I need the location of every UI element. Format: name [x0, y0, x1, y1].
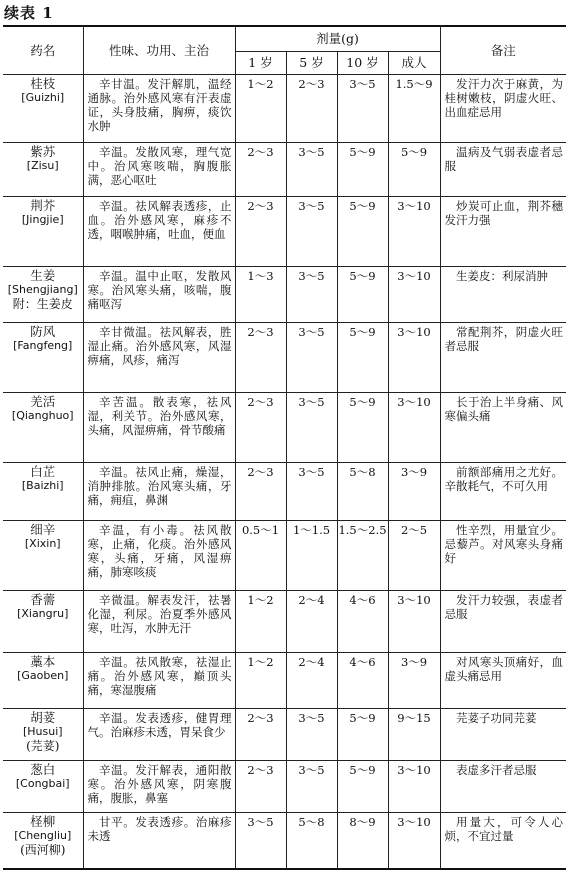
- dose-adult: 2～5: [388, 521, 440, 591]
- herb-note: 表虚多汗者忌服: [440, 761, 566, 813]
- dose-adult: 3～10: [388, 813, 440, 869]
- dose-5y: 3～5: [286, 761, 337, 813]
- herb-pinyin: [Jingjie]: [21, 213, 64, 226]
- herb-pinyin: [Xixin]: [24, 537, 61, 550]
- herb-property: 辛甘微温。祛风解表，胜湿止痛。治外感风寒，风湿痹痛，风疹，痛泻: [83, 323, 235, 393]
- dose-1y: 1～2: [235, 591, 286, 653]
- herb-alias: (芫荽): [26, 739, 60, 753]
- table-row: [3, 813, 566, 869]
- herb-chinese-name: 藁本: [30, 654, 56, 669]
- herb-note: 长于治上半身痛、风寒偏头痛: [440, 393, 566, 463]
- herb-chinese-name: 桂枝: [30, 76, 56, 91]
- herb-alias: 附：生姜皮: [12, 297, 73, 311]
- dose-1y: 1～3: [235, 267, 286, 323]
- dose-5y: 3～5: [286, 197, 337, 267]
- dose-1y: 2～3: [235, 761, 286, 813]
- dose-5y: 2～4: [286, 591, 337, 653]
- table-row: [3, 521, 566, 591]
- dose-10y: 5～9: [337, 709, 388, 761]
- dose-10y: 1.5～2.5: [337, 521, 388, 591]
- herb-note: 用量大，可令人心烦，不宜过量: [440, 813, 566, 869]
- herb-chinese-name: 葱白: [30, 762, 56, 777]
- dose-5y: 5～8: [286, 813, 337, 869]
- herb-note: 温病及气弱表虚者忌服: [440, 143, 566, 197]
- herb-chinese-name: 柽柳: [30, 814, 56, 829]
- herb-property: 辛甘温。发汗解肌，温经通脉。治外感风寒有汗表虚证，头身肢痛，胸痹，痰饮水肿: [83, 75, 235, 143]
- header-dose-adult: 成人: [388, 52, 440, 75]
- dose-10y: 5～9: [337, 267, 388, 323]
- dose-1y: 2～3: [235, 709, 286, 761]
- table-row: [3, 143, 566, 197]
- herb-note: 发汗力较强，表虚者忌服: [440, 591, 566, 653]
- herb-pinyin: [Gaoben]: [17, 669, 69, 682]
- herb-property: 辛温。祛风解表透疹，止血。治外感风寒，麻疹不透，咽喉肿痛，吐血，便血: [83, 197, 235, 267]
- table-body: [3, 75, 566, 869]
- dose-1y: 3～5: [235, 813, 286, 869]
- herb-note: 发汗力次于麻黄，为桂树嫩枝，阴虚火旺、出血症忌用: [440, 75, 566, 143]
- dose-10y: 4～6: [337, 591, 388, 653]
- herb-name-cell: [3, 709, 83, 761]
- header-dose-1y: 1 岁: [235, 52, 286, 75]
- herb-pinyin: [Husui]: [22, 725, 63, 738]
- table-row: [3, 653, 566, 709]
- herb-note: 性辛烈，用量宜少。忌藜芦。对风寒头身痛好: [440, 521, 566, 591]
- dose-5y: 1～1.5: [286, 521, 337, 591]
- herb-dosage-table: [3, 25, 566, 870]
- dose-10y: 8～9: [337, 813, 388, 869]
- table-caption: 续表 1: [4, 4, 54, 22]
- herb-pinyin: [Fangfeng]: [13, 339, 73, 352]
- dose-10y: 5～9: [337, 761, 388, 813]
- herb-note: 前额部痛用之尤好。辛散耗气，不可久用: [440, 463, 566, 521]
- dose-1y: 1～2: [235, 653, 286, 709]
- dose-adult: 3～10: [388, 591, 440, 653]
- header-property: 性味、功用、主治: [83, 26, 235, 75]
- dose-1y: 2～3: [235, 143, 286, 197]
- dose-10y: 5～9: [337, 323, 388, 393]
- dose-1y: 1～2: [235, 75, 286, 143]
- dose-adult: 5～9: [388, 143, 440, 197]
- herb-chinese-name: 胡荽: [30, 710, 56, 725]
- table-row: [3, 197, 566, 267]
- header-dose-group: 剂量(g): [235, 26, 440, 52]
- table-row: [3, 75, 566, 143]
- herb-property: 辛温。温中止呕，发散风寒。治风寒头痛，咳喘，腹痛呕泻: [83, 267, 235, 323]
- herb-pinyin: [Chengliu]: [14, 829, 72, 842]
- dose-5y: 3～5: [286, 323, 337, 393]
- header-name: 药名: [3, 26, 83, 75]
- dose-5y: 3～5: [286, 143, 337, 197]
- herb-property: 辛温。祛风止痛，燥湿，消肿排脓。治风寒头痛，牙痛，痈疽，鼻渊: [83, 463, 235, 521]
- herb-note: 对风寒头顶痛好，血虚头痛忌用: [440, 653, 566, 709]
- dose-adult: 3～10: [388, 761, 440, 813]
- table-row: [3, 267, 566, 323]
- dose-5y: 2～3: [286, 75, 337, 143]
- dose-10y: 5～8: [337, 463, 388, 521]
- herb-property: 辛温，有小毒。祛风散寒，止痛，化痰。治外感风寒，头痛，牙痛，风湿痹痛，肺寒咳痰: [83, 521, 235, 591]
- dose-10y: 5～9: [337, 197, 388, 267]
- dose-5y: 3～5: [286, 463, 337, 521]
- table-row: [3, 463, 566, 521]
- herb-chinese-name: 羌活: [30, 394, 56, 409]
- dose-5y: 2～4: [286, 653, 337, 709]
- herb-name-cell: [3, 813, 83, 869]
- dose-1y: 2～3: [235, 463, 286, 521]
- herb-chinese-name: 白芷: [30, 464, 56, 479]
- herb-name-cell: [3, 521, 83, 591]
- herb-property: 辛苦温。散表寒，祛风湿，利关节。治外感风寒，头痛，风湿痹痛，骨节酸痛: [83, 393, 235, 463]
- herb-property: 辛温。发散风寒，理气宽中。治风寒咳喘，胸腹胀满，恶心呕吐: [83, 143, 235, 197]
- herb-property: 辛温。发表透疹，健胃理气。治麻疹未透，胃呆食少: [83, 709, 235, 761]
- herb-pinyin: [Baizhi]: [21, 479, 64, 492]
- table-row: [3, 323, 566, 393]
- table-row: [3, 393, 566, 463]
- herb-pinyin: [Congbai]: [15, 777, 70, 790]
- dose-5y: 3～5: [286, 709, 337, 761]
- herb-alias: (西河柳): [20, 843, 66, 857]
- herb-pinyin: [Xiangru]: [17, 607, 69, 620]
- dose-adult: 3～9: [388, 653, 440, 709]
- herb-pinyin: [Zisu]: [26, 159, 59, 172]
- dose-adult: 1.5～9: [388, 75, 440, 143]
- herb-name-cell: [3, 267, 83, 323]
- herb-chinese-name: 生姜: [30, 268, 56, 283]
- herb-name-cell: [3, 143, 83, 197]
- herb-property: 辛温。发汗解表，通阳散寒。治外感风寒，阴寒腹痛，腹胀，鼻塞: [83, 761, 235, 813]
- herb-name-cell: [3, 75, 83, 143]
- herb-chinese-name: 防风: [30, 324, 56, 339]
- herb-name-cell: [3, 653, 83, 709]
- herb-chinese-name: 香薷: [30, 592, 56, 607]
- herb-note: 炒炭可止血，荆芥穗发汗力强: [440, 197, 566, 267]
- dose-5y: 3～5: [286, 267, 337, 323]
- herb-property: 辛微温。解表发汗，祛暑化湿，利尿。治夏季外感风寒，吐泻，水肿无汗: [83, 591, 235, 653]
- herb-name-cell: [3, 393, 83, 463]
- header-note: 备注: [440, 26, 566, 75]
- herb-chinese-name: 紫苏: [30, 144, 56, 159]
- herb-pinyin: [Qianghuo]: [11, 409, 74, 422]
- herb-pinyin: [Guizhi]: [21, 91, 65, 104]
- dose-adult: 9～15: [388, 709, 440, 761]
- table-row: [3, 709, 566, 761]
- herb-note: 芫荽子功同芫荽: [440, 709, 566, 761]
- herb-pinyin: [Shengjiang]: [7, 283, 78, 296]
- herb-property: 辛温。祛风散寒，祛湿止痛。治外感风寒，巅顶头痛，寒湿腹痛: [83, 653, 235, 709]
- dose-adult: 3～10: [388, 267, 440, 323]
- dose-10y: 3～5: [337, 75, 388, 143]
- dose-10y: 5～9: [337, 393, 388, 463]
- dose-adult: 3～9: [388, 463, 440, 521]
- dose-1y: 0.5～1: [235, 521, 286, 591]
- header-dose-5y: 5 岁: [286, 52, 337, 75]
- dose-adult: 3～10: [388, 393, 440, 463]
- dose-1y: 2～3: [235, 197, 286, 267]
- dose-5y: 3～5: [286, 393, 337, 463]
- herb-name-cell: [3, 591, 83, 653]
- herb-chinese-name: 荆芥: [30, 198, 56, 213]
- dose-1y: 2～3: [235, 393, 286, 463]
- dose-adult: 3～10: [388, 323, 440, 393]
- dose-10y: 4～6: [337, 653, 388, 709]
- table-row: [3, 591, 566, 653]
- herb-name-cell: [3, 761, 83, 813]
- dose-1y: 2～3: [235, 323, 286, 393]
- herb-name-cell: [3, 197, 83, 267]
- header-dose-10y: 10 岁: [337, 52, 388, 75]
- herb-name-cell: [3, 463, 83, 521]
- herb-note: 生姜皮：利尿消肿: [440, 267, 566, 323]
- table-row: [3, 761, 566, 813]
- herb-name-cell: [3, 323, 83, 393]
- herb-chinese-name: 细辛: [30, 522, 56, 537]
- dose-10y: 5～9: [337, 143, 388, 197]
- herb-property: 甘平。发表透疹。治麻疹未透: [83, 813, 235, 869]
- herb-note: 常配荆芥，阴虚火旺者忌服: [440, 323, 566, 393]
- dose-adult: 3～10: [388, 197, 440, 267]
